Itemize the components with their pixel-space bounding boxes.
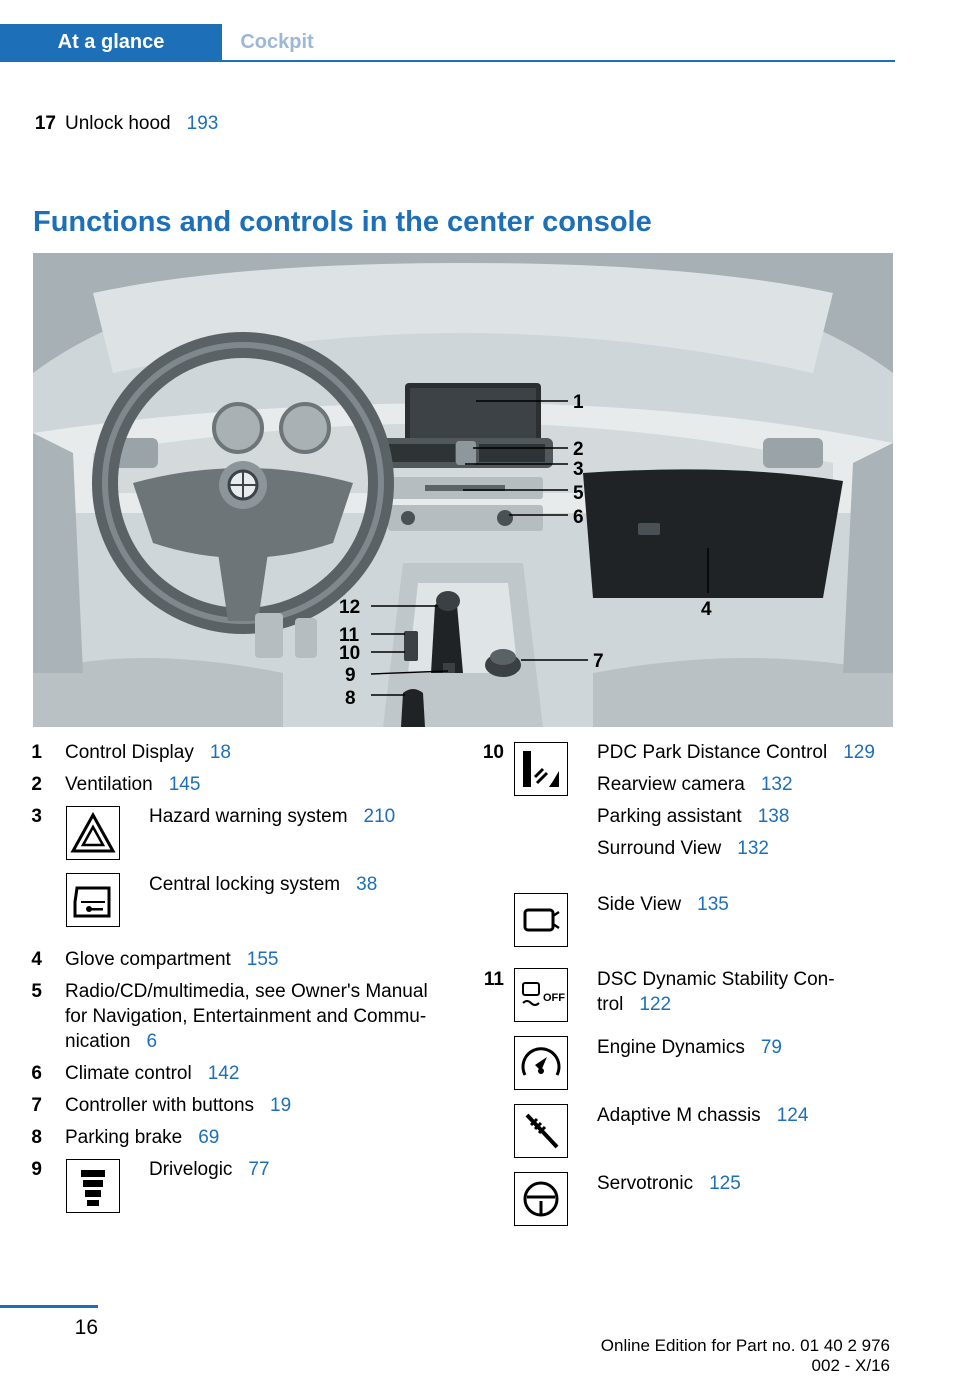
- item-number: 8: [31, 1127, 42, 1148]
- item-label: PDC Park Distance Control: [597, 742, 828, 763]
- item-number: 9: [31, 1159, 42, 1180]
- item-number: 6: [31, 1063, 42, 1084]
- page-reference-link[interactable]: 132: [760, 774, 793, 795]
- item-label: Parking assistant: [597, 806, 742, 827]
- page-reference-link[interactable]: 79: [760, 1037, 782, 1058]
- callout-label: 6: [573, 507, 584, 528]
- item-number: 7: [31, 1095, 42, 1116]
- item-label: Control Display: [65, 742, 194, 763]
- item-label: Rearview camera: [597, 774, 745, 795]
- page-reference-link[interactable]: 18: [209, 742, 231, 763]
- item-label: DSC Dynamic Stability Con-: [597, 969, 835, 990]
- page-reference-link[interactable]: 193: [186, 113, 219, 134]
- callout-label: 8: [345, 688, 356, 709]
- item-label: Drivelogic: [149, 1159, 233, 1180]
- page-reference-link[interactable]: 142: [207, 1063, 240, 1084]
- page-reference-link[interactable]: 135: [697, 894, 729, 915]
- page-reference-link[interactable]: 125: [709, 1173, 741, 1194]
- item-label: Ventilation: [65, 774, 153, 795]
- callout-label: 9: [345, 665, 356, 686]
- item-label: Hazard warning system: [149, 806, 348, 827]
- dsc-off-label: OFF: [543, 992, 565, 1004]
- callout-label: 4: [701, 599, 712, 620]
- callout-label: 3: [573, 459, 584, 480]
- drivelogic-icon: [66, 1159, 120, 1213]
- page-reference-link[interactable]: 138: [757, 806, 790, 827]
- item-label: Controller with buttons: [65, 1095, 255, 1116]
- edition-note: Online Edition for Part no. 01 40 2 976 002 - X/16: [600, 1336, 890, 1375]
- item-label: trol: [597, 994, 624, 1015]
- callout-label: 2: [573, 439, 584, 460]
- page-reference-link[interactable]: 69: [198, 1127, 220, 1148]
- item-number: 17: [34, 113, 56, 134]
- item-label: for Navigation, Entertainment and Commu-: [65, 1006, 427, 1027]
- item-label: nication: [65, 1031, 131, 1052]
- servotronic-icon: [514, 1172, 568, 1226]
- page-reference-link[interactable]: 132: [737, 838, 769, 859]
- callout-label: 11: [339, 625, 360, 646]
- item-number: 11: [483, 969, 504, 990]
- section-heading: Functions and controls in the center console: [33, 206, 652, 238]
- page-reference-link[interactable]: 122: [639, 994, 672, 1015]
- item-label: Adaptive M chassis: [597, 1105, 761, 1126]
- item-label: Surround View: [597, 838, 722, 859]
- page-reference-link[interactable]: 124: [776, 1105, 809, 1126]
- header-tabs: [0, 24, 895, 62]
- hazard-triangle-icon: [66, 806, 120, 860]
- car-door-key-icon: [66, 873, 120, 927]
- footer-rule: [0, 1305, 98, 1308]
- callout-label: 1: [573, 392, 584, 413]
- page-reference-link[interactable]: 145: [168, 774, 201, 795]
- item-label: Side View: [597, 894, 682, 915]
- item-number: 10: [482, 742, 504, 763]
- engine-dynamics-icon: [514, 1036, 568, 1090]
- item-label: Unlock hood: [65, 113, 171, 134]
- side-view-icon: [514, 893, 568, 947]
- page-reference-link[interactable]: 77: [248, 1159, 270, 1180]
- item-number: 3: [31, 806, 42, 827]
- item-label: Central locking system: [149, 874, 341, 895]
- dsc-off-icon: [514, 968, 568, 1022]
- page-reference-link[interactable]: 6: [146, 1031, 158, 1052]
- item-label: Engine Dynamics: [597, 1037, 745, 1058]
- page-number: 16: [74, 1316, 98, 1339]
- page-reference-link[interactable]: 155: [246, 949, 279, 970]
- callout-label: 10: [339, 643, 361, 664]
- page-reference-link[interactable]: 210: [363, 806, 396, 827]
- pdc-icon: [514, 742, 568, 796]
- tab-at-a-glance[interactable]: At a glance: [0, 24, 222, 60]
- item-label: Climate control: [65, 1063, 192, 1084]
- item-number: 1: [31, 742, 42, 763]
- item-number: 4: [31, 949, 42, 970]
- item-label: Glove compartment: [65, 949, 231, 970]
- item-label: Radio/CD/multimedia, see Owner's Manual: [65, 981, 428, 1002]
- page-reference-link[interactable]: 38: [356, 874, 378, 895]
- item-number: 2: [31, 774, 42, 795]
- callout-label: 5: [573, 483, 584, 504]
- item-label: Parking brake: [65, 1127, 183, 1148]
- adaptive-chassis-icon: [514, 1104, 568, 1158]
- item-number: 5: [31, 981, 42, 1002]
- page-reference-link[interactable]: 129: [843, 742, 875, 763]
- page-reference-link[interactable]: 19: [270, 1095, 292, 1116]
- callout-label: 12: [339, 597, 361, 618]
- callout-label: 7: [593, 651, 604, 672]
- tab-cockpit[interactable]: Cockpit: [240, 31, 314, 53]
- center-console-illustration: [33, 253, 893, 727]
- item-label: Servotronic: [597, 1173, 694, 1194]
